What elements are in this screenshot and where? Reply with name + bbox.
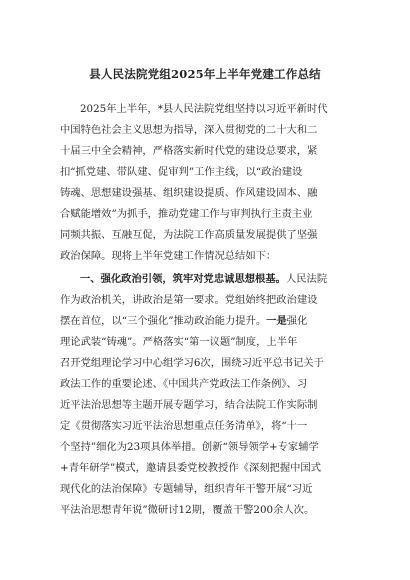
section-1-line-2: 作为政治机关，讲政治是第一要求。党组始终把政治建设 xyxy=(60,294,318,306)
intro-line-3: 十届三中全会精神，严格落实新时代党的建设总要求，紧 xyxy=(60,145,318,157)
section-1-body-2: 召开党组理论学习中心组学习6次，围绕习近平总书记关于 xyxy=(60,357,324,369)
section-1-body-3: 政法工作的重要论述、《中国共产党政法工作条例》、习 xyxy=(60,378,308,390)
intro-line-6: 合赋能增效”为抓手，推动党建工作与审判执行主责主业 xyxy=(60,208,313,220)
document-title: 县人民法院党组2025年上半年党建工作总结 xyxy=(89,67,321,81)
section-1-body-7: +青年研学”模式，邀请县委党校教授作《深刻把握中国式 xyxy=(60,462,322,474)
intro-line-7: 同频共振、互融互促，为法院工作高质量发展提供了坚强 xyxy=(60,229,318,241)
sub-heading-yi: 一是 xyxy=(266,315,287,327)
intro-line-4: 扣“抓党建、带队建、促审判”工作主线，以“政治建设 xyxy=(60,166,303,178)
section-1-line-3 xyxy=(60,316,307,326)
section-1-line-3-text: 摆在首位，以“三个强化”推动政治能力提升。 xyxy=(60,315,267,327)
intro-line-8: 政治保障。现将上半年党建工作情况总结如下： xyxy=(60,250,277,262)
intro-line-1: 2025年上半年，*县人民法院党组坚持以习近平新时代 xyxy=(80,103,328,115)
section-1-body-9: 平法治思想青年说”微研讨12期，覆盖干警200余人次。 xyxy=(60,504,315,516)
section-1-body-5: 定《贯彻落实习近平法治思想重点任务清单》，将“十一 xyxy=(60,420,308,432)
section-1-body-4: 近平法治思想等主题开展专题学习，结合法院工作实际制 xyxy=(60,399,318,411)
section-1-body-6: 个坚持”细化为23项具体举措。创新“领导领学+专家辅学 xyxy=(60,441,319,453)
intro-line-5: 铸魂、思想建设强基、组织建设提质、作风建设固本、融 xyxy=(60,187,318,199)
section-1-body-8: 现代化的法治保障》专题辅导，组织青年干警开展“习近 xyxy=(60,483,313,495)
section-1-body-1: 理论武装“铸魂”。严格落实“第一议题”制度，上半年 xyxy=(60,336,298,348)
section-1-heading-tail: 人民法院 xyxy=(285,273,328,285)
sub-heading-tail: 强化 xyxy=(286,315,308,327)
section-1-first-line xyxy=(80,274,327,284)
intro-line-2: 中国特色社会主义思想为指导，深入贯彻党的二十大和二 xyxy=(60,124,318,136)
section-1-heading: 一、强化政治引领，筑牢对党忠诚思想根基。 xyxy=(80,273,286,285)
